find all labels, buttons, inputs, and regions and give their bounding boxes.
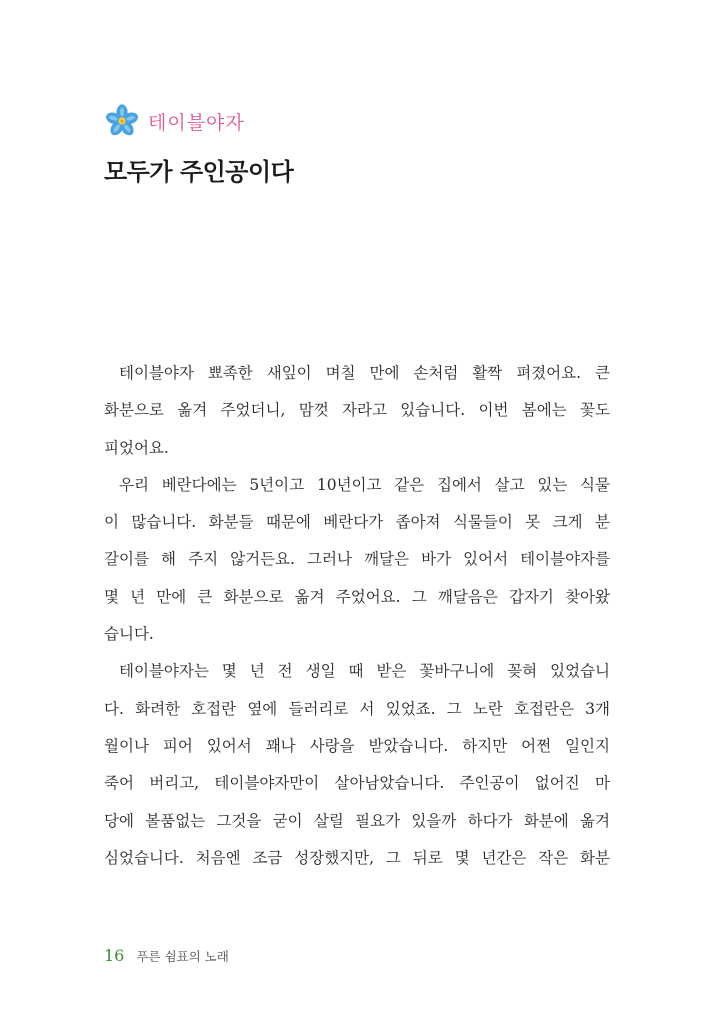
text-line: 다. 화려한 호접란 옆에 들러리로 서 있었죠. 그 노란 호접란은 3개 xyxy=(104,699,610,718)
section-header xyxy=(104,103,245,139)
text-line: 죽어 버리고, 테이블야자만이 살아남았습니다. 주인공이 없어진 마 xyxy=(104,774,610,793)
body-text xyxy=(104,355,610,877)
page-number: 16 xyxy=(104,946,125,965)
flower-icon xyxy=(104,103,140,139)
text-line: 우리 베란다에는 5년이고 10년이고 같은 집에서 살고 있는 식물 xyxy=(119,475,610,494)
text-line: 화분으로 옮겨 주었더니, 맘껏 자라고 있습니다. 이번 봄에는 꽃도 xyxy=(104,401,610,420)
text-line: 테이블야자는 몇 년 전 생일 때 받은 꽃바구니에 꽂혀 있었습니 xyxy=(119,662,610,681)
text-line: 피었어요. xyxy=(104,438,169,457)
text-line: 이 많습니다. 화분들 때문에 베란다가 좁아져 식물들이 못 크게 분 xyxy=(104,513,610,532)
page-title: 모두가 주인공이다 xyxy=(104,158,294,186)
page-footer xyxy=(104,946,229,965)
text-line: 당에 볼품없는 그것을 굳이 살릴 필요가 있을까 하다가 화분에 옮겨 xyxy=(104,811,610,830)
text-line: 습니다. xyxy=(104,625,154,644)
book-title: 푸른 쉼표의 노래 xyxy=(136,949,229,964)
section-label: 테이블야자 xyxy=(148,111,245,134)
text-line: 갈이를 해 주지 않거든요. 그러나 깨달은 바가 있어서 테이블야자를 xyxy=(104,550,610,569)
text-line: 테이블야자 뾰족한 새잎이 며칠 만에 손처럼 활짝 펴졌어요. 큰 xyxy=(119,364,610,382)
text-line: 몇 년 만에 큰 화분으로 옮겨 주었어요. 그 깨달음은 갑자기 찾아왔 xyxy=(104,587,610,606)
text-line: 심었습니다. 처음엔 조금 성장했지만, 그 뒤로 몇 년간은 작은 화분 xyxy=(104,848,610,867)
text-line: 월이나 피어 있어서 꽤나 사랑을 받았습니다. 하지만 어쩐 일인지 xyxy=(104,736,610,755)
